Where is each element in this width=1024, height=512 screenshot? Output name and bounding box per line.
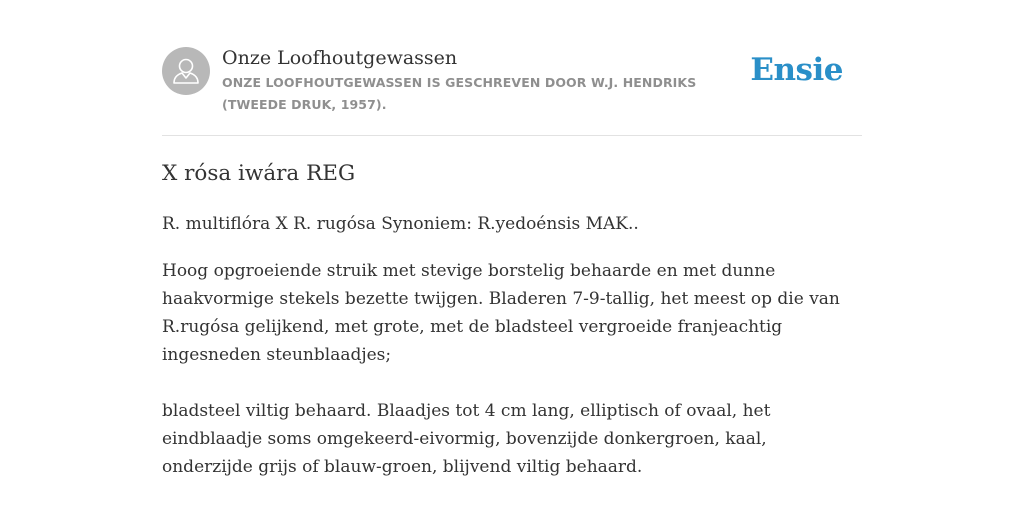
article-paragraph-2: bladsteel viltig behaard. Blaadjes tot 4 cm lang, elliptisch of ovaal, het eindblaadje soms omgekeerd-eivormig, bovenzijde donkergroen, kaal, onderzijde grijs of blauw-groen, blijvend viltig behaard. <box>162 401 771 477</box>
source-description: ONZE LOOFHOUTGEWASSEN IS GESCHREVEN DOOR W.J. HENDRIKS (TWEEDE DRUK, 1957). <box>222 75 697 112</box>
source-header <box>162 46 862 116</box>
article-heading: X rósa iwára REG <box>162 161 356 186</box>
brand-logo[interactable]: Ensie <box>750 52 843 88</box>
user-avatar-icon <box>162 47 210 95</box>
divider <box>162 135 862 136</box>
synonym-line: R. multiflóra X R. rugósa Synoniem: R.yedoénsis MAK.. <box>162 214 639 234</box>
source-title[interactable]: Onze Loofhoutgewassen <box>222 47 458 69</box>
article-paragraph-1: Hoog opgroeiende struik met stevige borstelig behaarde en met dunne haakvormige stekels bezette twijgen. Bladeren 7-9-tallig, het meest op die van R.rugósa gelijkend, met grote, met de bladsteel vergroeide franjeachtig ingesneden steunblaadjes; <box>162 261 840 365</box>
avatar[interactable] <box>162 47 210 95</box>
article-body <box>162 158 862 499</box>
